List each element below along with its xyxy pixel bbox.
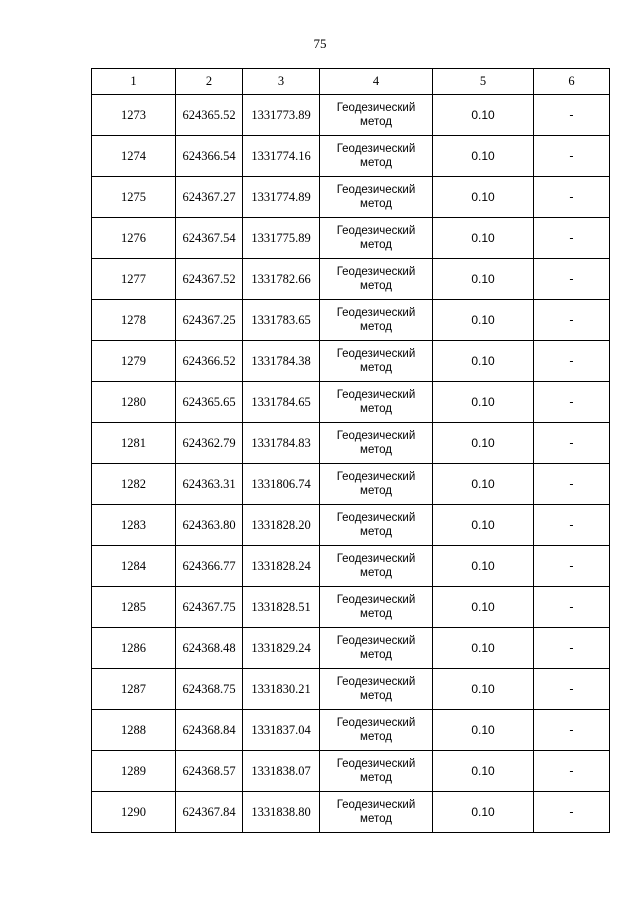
- table-row: [92, 546, 610, 587]
- table-row: [92, 464, 610, 505]
- method-line-2: метод: [360, 403, 392, 415]
- note-cell: -: [534, 423, 610, 464]
- table-row: [92, 382, 610, 423]
- accuracy-cell: 0.10: [433, 341, 534, 382]
- point-number-cell: 1289: [92, 751, 176, 792]
- y-coordinate-cell: 1331784.38: [243, 341, 320, 382]
- method-line-2: метод: [360, 772, 392, 784]
- method-line-1: Геодезический: [336, 348, 416, 360]
- table-row: [92, 423, 610, 464]
- method-line-1: Геодезический: [336, 143, 416, 155]
- note-cell: -: [534, 751, 610, 792]
- note-cell: -: [534, 177, 610, 218]
- accuracy-cell: 0.10: [433, 587, 534, 628]
- method-line-1: Геодезический: [336, 389, 416, 401]
- note-cell: -: [534, 95, 610, 136]
- point-number-cell: 1286: [92, 628, 176, 669]
- x-coordinate-cell: 624366.77: [176, 546, 243, 587]
- y-coordinate-cell: 1331782.66: [243, 259, 320, 300]
- y-coordinate-cell: 1331828.51: [243, 587, 320, 628]
- point-number-cell: 1276: [92, 218, 176, 259]
- y-coordinate-cell: 1331838.07: [243, 751, 320, 792]
- x-coordinate-cell: 624366.54: [176, 136, 243, 177]
- method-line-1: Геодезический: [336, 102, 416, 114]
- method-cell: [320, 464, 433, 505]
- method-cell: [320, 136, 433, 177]
- table-row: [92, 505, 610, 546]
- table-row: [92, 587, 610, 628]
- accuracy-cell: 0.10: [433, 177, 534, 218]
- accuracy-cell: 0.10: [433, 546, 534, 587]
- point-number-cell: 1277: [92, 259, 176, 300]
- method-line-1: Геодезический: [336, 594, 416, 606]
- method-line-1: Геодезический: [336, 799, 416, 811]
- point-number-cell: 1287: [92, 669, 176, 710]
- x-coordinate-cell: 624367.84: [176, 792, 243, 833]
- y-coordinate-cell: 1331773.89: [243, 95, 320, 136]
- y-coordinate-cell: 1331784.65: [243, 382, 320, 423]
- column-header-5: 5: [433, 69, 534, 95]
- accuracy-cell: 0.10: [433, 464, 534, 505]
- method-cell: [320, 710, 433, 751]
- x-coordinate-cell: 624363.31: [176, 464, 243, 505]
- method-cell: [320, 382, 433, 423]
- note-cell: -: [534, 710, 610, 751]
- x-coordinate-cell: 624365.65: [176, 382, 243, 423]
- y-coordinate-cell: 1331784.83: [243, 423, 320, 464]
- accuracy-cell: 0.10: [433, 300, 534, 341]
- table-row: [92, 792, 610, 833]
- y-coordinate-cell: 1331775.89: [243, 218, 320, 259]
- accuracy-cell: 0.10: [433, 751, 534, 792]
- method-line-1: Геодезический: [336, 635, 416, 647]
- method-cell: [320, 259, 433, 300]
- accuracy-cell: 0.10: [433, 95, 534, 136]
- method-line-2: метод: [360, 813, 392, 825]
- method-line-2: метод: [360, 157, 392, 169]
- method-line-2: метод: [360, 116, 392, 128]
- y-coordinate-cell: 1331774.16: [243, 136, 320, 177]
- method-line-2: метод: [360, 690, 392, 702]
- method-line-2: метод: [360, 444, 392, 456]
- point-number-cell: 1279: [92, 341, 176, 382]
- table-row: [92, 300, 610, 341]
- note-cell: -: [534, 218, 610, 259]
- column-header-6: 6: [534, 69, 610, 95]
- point-number-cell: 1284: [92, 546, 176, 587]
- method-cell: [320, 218, 433, 259]
- x-coordinate-cell: 624362.79: [176, 423, 243, 464]
- method-cell: [320, 587, 433, 628]
- method-line-2: метод: [360, 321, 392, 333]
- y-coordinate-cell: 1331774.89: [243, 177, 320, 218]
- method-line-2: метод: [360, 649, 392, 661]
- method-line-1: Геодезический: [336, 266, 416, 278]
- method-line-2: метод: [360, 485, 392, 497]
- note-cell: -: [534, 300, 610, 341]
- method-line-2: метод: [360, 526, 392, 538]
- method-line-1: Геодезический: [336, 717, 416, 729]
- method-line-2: метод: [360, 567, 392, 579]
- y-coordinate-cell: 1331829.24: [243, 628, 320, 669]
- method-cell: [320, 505, 433, 546]
- method-line-2: метод: [360, 239, 392, 251]
- accuracy-cell: 0.10: [433, 710, 534, 751]
- point-number-cell: 1285: [92, 587, 176, 628]
- point-number-cell: 1288: [92, 710, 176, 751]
- point-number-cell: 1278: [92, 300, 176, 341]
- method-line-2: метод: [360, 731, 392, 743]
- x-coordinate-cell: 624368.84: [176, 710, 243, 751]
- y-coordinate-cell: 1331838.80: [243, 792, 320, 833]
- method-cell: [320, 751, 433, 792]
- method-line-2: метод: [360, 608, 392, 620]
- x-coordinate-cell: 624368.57: [176, 751, 243, 792]
- y-coordinate-cell: 1331830.21: [243, 669, 320, 710]
- table-row: [92, 669, 610, 710]
- method-cell: [320, 95, 433, 136]
- point-number-cell: 1282: [92, 464, 176, 505]
- method-line-1: Геодезический: [336, 758, 416, 770]
- method-line-1: Геодезический: [336, 430, 416, 442]
- accuracy-cell: 0.10: [433, 218, 534, 259]
- x-coordinate-cell: 624367.54: [176, 218, 243, 259]
- method-line-1: Геодезический: [336, 676, 416, 688]
- x-coordinate-cell: 624367.75: [176, 587, 243, 628]
- note-cell: -: [534, 546, 610, 587]
- method-line-1: Геодезический: [336, 471, 416, 483]
- x-coordinate-cell: 624367.27: [176, 177, 243, 218]
- y-coordinate-cell: 1331828.24: [243, 546, 320, 587]
- method-line-2: метод: [360, 362, 392, 374]
- method-cell: [320, 423, 433, 464]
- point-number-cell: 1283: [92, 505, 176, 546]
- method-line-1: Геодезический: [336, 225, 416, 237]
- table-row: [92, 95, 610, 136]
- note-cell: -: [534, 136, 610, 177]
- point-number-cell: 1275: [92, 177, 176, 218]
- method-cell: [320, 628, 433, 669]
- accuracy-cell: 0.10: [433, 628, 534, 669]
- point-number-cell: 1281: [92, 423, 176, 464]
- x-coordinate-cell: 624365.52: [176, 95, 243, 136]
- x-coordinate-cell: 624367.52: [176, 259, 243, 300]
- accuracy-cell: 0.10: [433, 669, 534, 710]
- note-cell: -: [534, 505, 610, 546]
- column-header-3: 3: [243, 69, 320, 95]
- y-coordinate-cell: 1331783.65: [243, 300, 320, 341]
- column-header-4: 4: [320, 69, 433, 95]
- method-cell: [320, 669, 433, 710]
- accuracy-cell: 0.10: [433, 382, 534, 423]
- note-cell: -: [534, 587, 610, 628]
- method-cell: [320, 177, 433, 218]
- point-number-cell: 1273: [92, 95, 176, 136]
- x-coordinate-cell: 624366.52: [176, 341, 243, 382]
- method-line-2: метод: [360, 280, 392, 292]
- note-cell: -: [534, 341, 610, 382]
- accuracy-cell: 0.10: [433, 423, 534, 464]
- method-cell: [320, 341, 433, 382]
- method-line-1: Геодезический: [336, 553, 416, 565]
- method-line-1: Геодезический: [336, 184, 416, 196]
- x-coordinate-cell: 624367.25: [176, 300, 243, 341]
- table-row: [92, 710, 610, 751]
- page-number: 75: [313, 36, 327, 51]
- method-line-1: Геодезический: [336, 512, 416, 524]
- method-cell: [320, 546, 433, 587]
- table-row: [92, 218, 610, 259]
- note-cell: -: [534, 628, 610, 669]
- point-number-cell: 1290: [92, 792, 176, 833]
- header-row: [92, 69, 610, 95]
- column-header-1: 1: [92, 69, 176, 95]
- method-cell: [320, 792, 433, 833]
- x-coordinate-cell: 624368.75: [176, 669, 243, 710]
- method-line-1: Геодезический: [336, 307, 416, 319]
- accuracy-cell: 0.10: [433, 792, 534, 833]
- point-number-cell: 1280: [92, 382, 176, 423]
- table-row: [92, 259, 610, 300]
- table-row: [92, 751, 610, 792]
- table-header: [92, 69, 610, 95]
- table-row: [92, 341, 610, 382]
- method-cell: [320, 300, 433, 341]
- method-line-2: метод: [360, 198, 392, 210]
- note-cell: -: [534, 464, 610, 505]
- column-header-2: 2: [176, 69, 243, 95]
- y-coordinate-cell: 1331828.20: [243, 505, 320, 546]
- accuracy-cell: 0.10: [433, 505, 534, 546]
- x-coordinate-cell: 624363.80: [176, 505, 243, 546]
- table-row: [92, 628, 610, 669]
- table-row: [92, 136, 610, 177]
- accuracy-cell: 0.10: [433, 136, 534, 177]
- note-cell: -: [534, 792, 610, 833]
- note-cell: -: [534, 669, 610, 710]
- point-number-cell: 1274: [92, 136, 176, 177]
- table-body: [92, 95, 610, 833]
- note-cell: -: [534, 382, 610, 423]
- coordinates-table: [91, 68, 610, 833]
- table-row: [92, 177, 610, 218]
- note-cell: -: [534, 259, 610, 300]
- accuracy-cell: 0.10: [433, 259, 534, 300]
- x-coordinate-cell: 624368.48: [176, 628, 243, 669]
- y-coordinate-cell: 1331806.74: [243, 464, 320, 505]
- y-coordinate-cell: 1331837.04: [243, 710, 320, 751]
